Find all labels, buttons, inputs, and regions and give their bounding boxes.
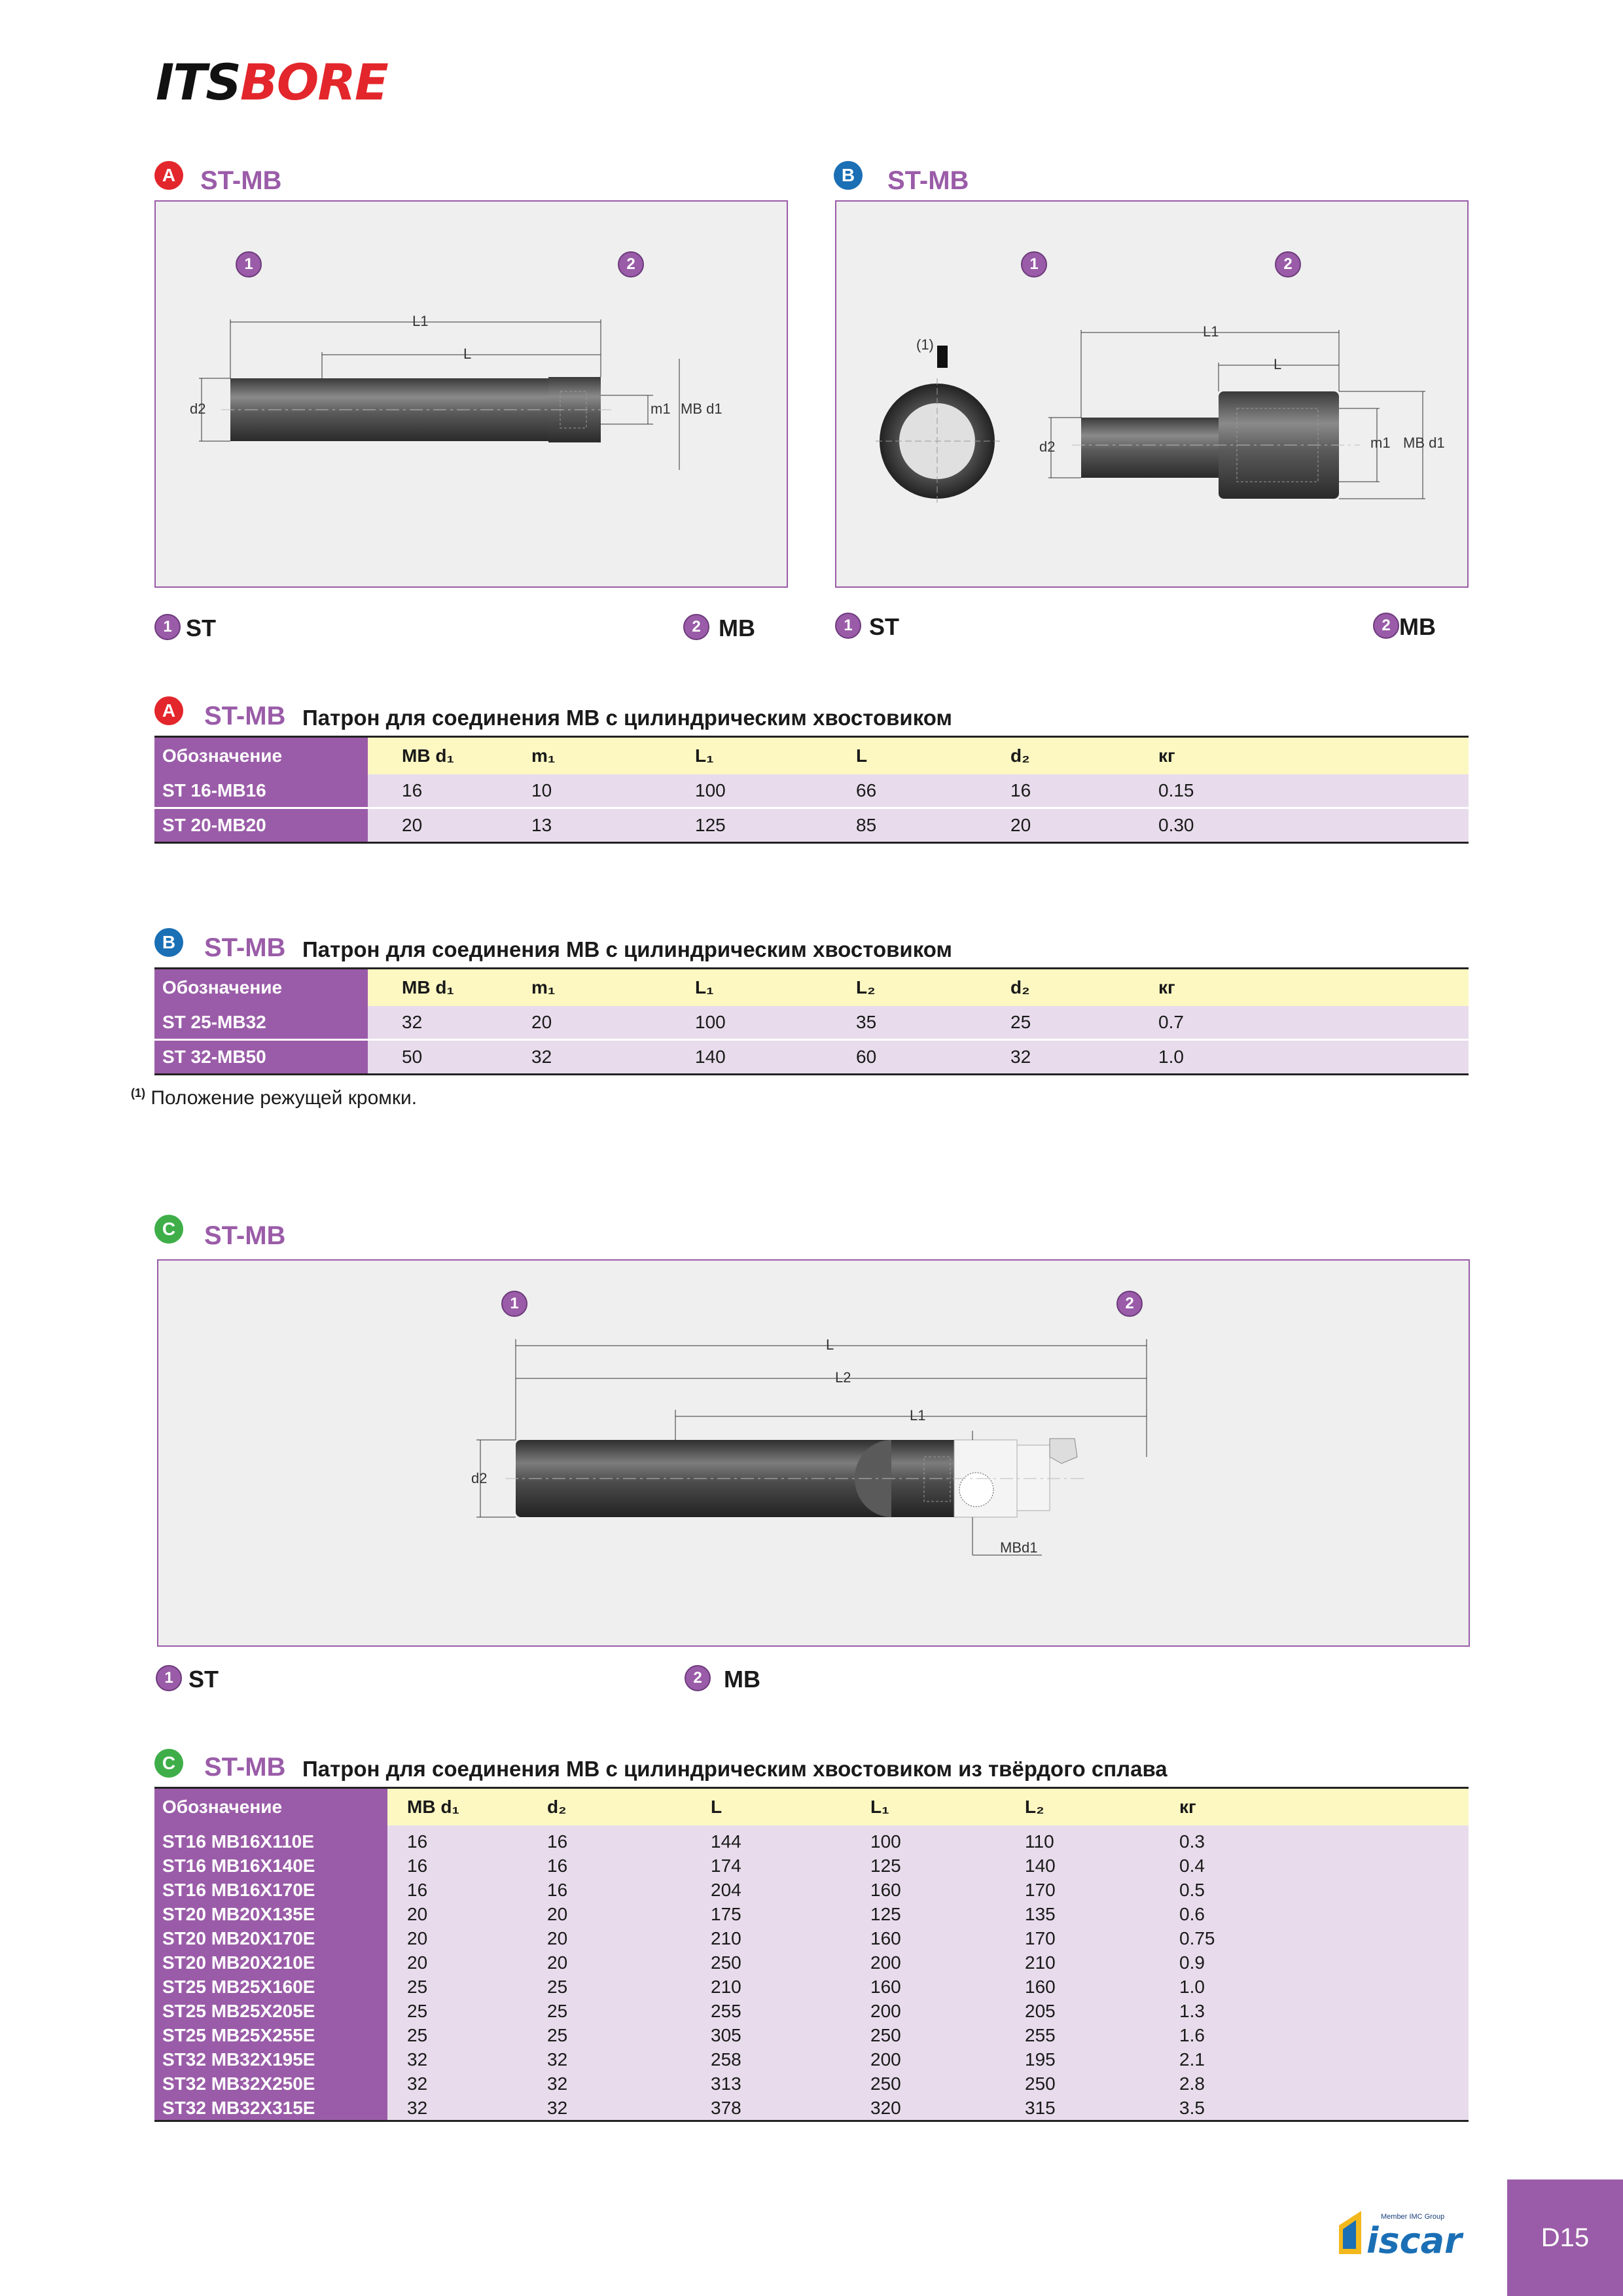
- cell: 0.15: [1158, 774, 1469, 808]
- table-row: [154, 774, 1469, 808]
- dim-l-c: L: [826, 1336, 834, 1353]
- table-row: [154, 1999, 1469, 2023]
- table-b-title: Патрон для соединения MB с цилиндрическим хвостовиком: [302, 937, 952, 961]
- header-cell: d₂: [1010, 737, 1158, 775]
- iscar-logo-svg: [1335, 2199, 1472, 2265]
- header-cell: L: [711, 1788, 870, 1826]
- header-cell: Обозначение: [154, 969, 368, 1007]
- cell: 66: [856, 774, 1010, 808]
- dim-l2-c: L2: [835, 1369, 851, 1386]
- cell: 135: [1025, 1902, 1179, 1926]
- drawing-b-title: ST-MB: [887, 166, 969, 195]
- cell: 250: [870, 2072, 1025, 2096]
- dim-m1-a: m1: [651, 401, 671, 417]
- table-a-title: Патрон для соединения MB с цилиндрическим хвостовиком: [302, 706, 952, 730]
- callout-1: 1: [236, 251, 262, 278]
- dim-d2-a: d2: [190, 401, 206, 417]
- cell: 110: [1025, 1825, 1179, 1854]
- cell: 20: [531, 1006, 695, 1040]
- cutting-edge-marker: [937, 346, 948, 368]
- cell: 315: [1025, 2096, 1179, 2121]
- table-row: [154, 1950, 1469, 1975]
- designation-cell: ST 20-MB20: [154, 808, 368, 843]
- cell: 25: [547, 1999, 711, 2023]
- cell: 10: [531, 774, 695, 808]
- legend-a-st: ST: [186, 615, 217, 641]
- cell: 200: [870, 1999, 1025, 2023]
- legend-c-1: 1: [156, 1665, 182, 1691]
- header-cell: MB d₁: [368, 969, 531, 1007]
- designation-cell: ST25 MB25X255E: [154, 2023, 387, 2047]
- table-row: [154, 2096, 1469, 2121]
- designation-cell: ST16 MB16X170E: [154, 1878, 387, 1902]
- cell: 32: [547, 2096, 711, 2121]
- callout-2: 2: [1275, 251, 1301, 278]
- dim-l-b: L: [1274, 356, 1282, 372]
- itsbore-logo: [156, 53, 387, 111]
- dim-l-a: L: [463, 346, 472, 362]
- header-cell: кг: [1179, 1788, 1469, 1826]
- cell: 320: [870, 2096, 1025, 2121]
- header-cell: Обозначение: [154, 737, 368, 775]
- footnote: [131, 1086, 417, 1109]
- legend-b-1: 1: [835, 613, 861, 639]
- dim-d2-b: d2: [1039, 439, 1056, 455]
- cell: 210: [711, 1926, 870, 1950]
- designation-cell: ST16 MB16X140E: [154, 1854, 387, 1878]
- designation-cell: ST25 MB25X205E: [154, 1999, 387, 2023]
- legend-b-st: ST: [869, 613, 900, 640]
- table-c-title: Патрон для соединения MB с цилиндрическим хвостовиком из твёрдого сплава: [302, 1757, 1168, 1781]
- cell: 125: [870, 1854, 1025, 1878]
- legend-b-mb: MB: [1399, 613, 1436, 640]
- drawing-a: [154, 200, 788, 588]
- page-number: D15: [1507, 2179, 1623, 2296]
- designation-cell: ST 25-MB32: [154, 1006, 368, 1040]
- cell: 195: [1025, 2047, 1179, 2072]
- cell: 16: [1010, 774, 1158, 808]
- legend-b-2: 2: [1373, 613, 1399, 639]
- cell: 200: [870, 2047, 1025, 2072]
- designation-cell: ST32 MB32X315E: [154, 2096, 387, 2121]
- dim-mbd1-b: MB d1: [1403, 435, 1445, 451]
- cell: 170: [1025, 1878, 1179, 1902]
- cell: 204: [711, 1878, 870, 1902]
- designation-cell: ST20 MB20X210E: [154, 1950, 387, 1975]
- cell: 160: [870, 1975, 1025, 1999]
- cell: 170: [1025, 1926, 1179, 1950]
- cell: 35: [856, 1006, 1010, 1040]
- cut-pos-label: (1): [916, 336, 934, 353]
- cell: 16: [387, 1878, 547, 1902]
- callout-2: 2: [618, 251, 644, 278]
- dim-m1-b: m1: [1370, 435, 1391, 451]
- header-cell: L₁: [695, 737, 856, 775]
- cell: 200: [870, 1950, 1025, 1975]
- designation-cell: ST25 MB25X160E: [154, 1975, 387, 1999]
- cell: 144: [711, 1825, 870, 1854]
- cell: 174: [711, 1854, 870, 1878]
- cell: 0.4: [1179, 1854, 1469, 1878]
- badge-c: C: [154, 1749, 183, 1778]
- cell: 0.9: [1179, 1950, 1469, 1975]
- header-cell: L: [856, 737, 1010, 775]
- cell: 25: [387, 1975, 547, 1999]
- header-cell: кг: [1158, 737, 1469, 775]
- cell: 125: [695, 808, 856, 843]
- cell: 1.3: [1179, 1999, 1469, 2023]
- cell: 1.6: [1179, 2023, 1469, 2047]
- cell: 1.0: [1179, 1975, 1469, 1999]
- dim-mbd1-c: MBd1: [1000, 1539, 1038, 1556]
- legend-c-mb: MB: [724, 1666, 760, 1693]
- designation-cell: ST16 MB16X110E: [154, 1825, 387, 1854]
- drawing-c-svg: [158, 1261, 1469, 1645]
- cell: 25: [387, 1999, 547, 2023]
- legend-a-1: 1: [154, 614, 181, 640]
- table-row: [154, 1902, 1469, 1926]
- table-b-header: [154, 969, 1469, 1007]
- table-row: [154, 1926, 1469, 1950]
- badge-a: A: [154, 161, 183, 190]
- table-row: [154, 1006, 1469, 1040]
- cell: 32: [387, 2072, 547, 2096]
- cell: 32: [1010, 1040, 1158, 1075]
- dim-l1-c: L1: [910, 1407, 926, 1424]
- cell: 0.75: [1179, 1926, 1469, 1950]
- cell: 140: [1025, 1854, 1179, 1878]
- cell: 250: [870, 2023, 1025, 2047]
- cell: 175: [711, 1902, 870, 1926]
- cell: 50: [368, 1040, 531, 1075]
- header-cell: MB d₁: [368, 737, 531, 775]
- cell: 25: [547, 1975, 711, 1999]
- cell: 25: [1010, 1006, 1158, 1040]
- badge-b: B: [154, 928, 183, 957]
- cell: 258: [711, 2047, 870, 2072]
- table-row: [154, 1040, 1469, 1075]
- header-cell: d₂: [547, 1788, 711, 1826]
- cell: 0.30: [1158, 808, 1469, 843]
- cell: 0.5: [1179, 1878, 1469, 1902]
- cell: 20: [387, 1950, 547, 1975]
- header-cell: Обозначение: [154, 1788, 387, 1826]
- legend-c-2: 2: [685, 1665, 711, 1691]
- header-cell: кг: [1158, 969, 1469, 1007]
- badge-b: B: [834, 161, 863, 190]
- callout-1: 1: [1021, 251, 1047, 278]
- dim-mbd1-a: MB d1: [681, 401, 722, 417]
- cell: 16: [547, 1825, 711, 1854]
- table-row: [154, 1854, 1469, 1878]
- designation-cell: ST 32-MB50: [154, 1040, 368, 1075]
- drawing-a-svg: [156, 202, 787, 586]
- table-a: [154, 736, 1469, 844]
- header-cell: m₁: [531, 969, 695, 1007]
- iscar-tagline: Member IMC Group: [1381, 2213, 1445, 2221]
- cell: 210: [1025, 1950, 1179, 1975]
- cell: 100: [695, 1006, 856, 1040]
- cell: 32: [368, 1006, 531, 1040]
- table-row: [154, 808, 1469, 843]
- cell: 32: [547, 2072, 711, 2096]
- st-shank-b: [1081, 418, 1219, 478]
- designation-cell: ST20 MB20X135E: [154, 1902, 387, 1926]
- legend-c-st: ST: [188, 1666, 219, 1693]
- cell: 20: [547, 1950, 711, 1975]
- designation-cell: ST32 MB32X195E: [154, 2047, 387, 2072]
- logo-its: ITS: [156, 53, 240, 111]
- cell: 3.5: [1179, 2096, 1469, 2121]
- cell: 13: [531, 808, 695, 843]
- cell: 20: [1010, 808, 1158, 843]
- cell: 140: [695, 1040, 856, 1075]
- table-row: [154, 1825, 1469, 1854]
- table-row: [154, 1878, 1469, 1902]
- cell: 20: [547, 1926, 711, 1950]
- cell: 16: [547, 1854, 711, 1878]
- cell: 250: [711, 1950, 870, 1975]
- table-row: [154, 2023, 1469, 2047]
- cell: 0.3: [1179, 1825, 1469, 1854]
- cell: 20: [387, 1926, 547, 1950]
- cell: 16: [387, 1825, 547, 1854]
- cell: 255: [1025, 2023, 1179, 2047]
- iscar-logo: [1335, 2199, 1472, 2268]
- designation-cell: ST32 MB32X250E: [154, 2072, 387, 2096]
- iscar-wordmark: iscar: [1366, 2220, 1462, 2261]
- designation-cell: ST 16-MB16: [154, 774, 368, 808]
- cell: 2.1: [1179, 2047, 1469, 2072]
- table-a-code: ST-MB: [204, 702, 286, 730]
- drawing-c-title: ST-MB: [204, 1221, 286, 1250]
- badge-c: C: [154, 1215, 183, 1244]
- cell: 16: [547, 1878, 711, 1902]
- cell: 20: [387, 1902, 547, 1926]
- cell: 25: [547, 2023, 711, 2047]
- table-row: [154, 2072, 1469, 2096]
- cell: 160: [870, 1878, 1025, 1902]
- table-c: [154, 1787, 1469, 2122]
- insert-c: [1050, 1439, 1077, 1463]
- cell: 20: [368, 808, 531, 843]
- cell: 250: [1025, 2072, 1179, 2096]
- drawing-b-svg: [836, 202, 1467, 586]
- cell: 2.8: [1179, 2072, 1469, 2096]
- cell: 313: [711, 2072, 870, 2096]
- dim-d2-c: d2: [471, 1470, 488, 1486]
- footnote-mark: (1): [131, 1086, 145, 1100]
- cell: 255: [711, 1999, 870, 2023]
- cell: 32: [547, 2047, 711, 2072]
- drawing-b: [835, 200, 1469, 588]
- cell: 100: [870, 1825, 1025, 1854]
- cell: 85: [856, 808, 1010, 843]
- cell: 100: [695, 774, 856, 808]
- table-row: [154, 2047, 1469, 2072]
- legend-a-2: 2: [683, 614, 709, 640]
- callout-2: 2: [1116, 1291, 1143, 1317]
- cell: 378: [711, 2096, 870, 2121]
- cell: 32: [387, 2047, 547, 2072]
- cell: 0.6: [1179, 1902, 1469, 1926]
- cell: 305: [711, 2023, 870, 2047]
- cell: 205: [1025, 1999, 1179, 2023]
- table-c-code: ST-MB: [204, 1753, 286, 1782]
- dim-l1-a: L1: [412, 313, 429, 329]
- footnote-text: Положение режущей кромки.: [151, 1087, 418, 1109]
- cell: 1.0: [1158, 1040, 1469, 1075]
- table-c-header: [154, 1788, 1469, 1826]
- table-row: [154, 1975, 1469, 1999]
- drawing-a-title: ST-MB: [200, 166, 282, 195]
- cell: 210: [711, 1975, 870, 1999]
- cell: 20: [547, 1902, 711, 1926]
- cell: 0.7: [1158, 1006, 1469, 1040]
- header-cell: MB d₁: [387, 1788, 547, 1826]
- cell: 16: [387, 1854, 547, 1878]
- header-cell: d₂: [1010, 969, 1158, 1007]
- cell: 16: [368, 774, 531, 808]
- cell: 160: [870, 1926, 1025, 1950]
- cell: 160: [1025, 1975, 1179, 1999]
- cell: 60: [856, 1040, 1010, 1075]
- legend-a-mb: MB: [719, 615, 755, 641]
- designation-cell: ST20 MB20X170E: [154, 1926, 387, 1950]
- cell: 32: [387, 2096, 547, 2121]
- callout-1: 1: [501, 1291, 527, 1317]
- header-cell: L₁: [695, 969, 856, 1007]
- header-cell: L₁: [870, 1788, 1025, 1826]
- table-b: [154, 967, 1469, 1075]
- header-cell: L₂: [856, 969, 1010, 1007]
- table-a-header: [154, 737, 1469, 775]
- logo-bore: BORE: [240, 53, 387, 111]
- header-cell: L₂: [1025, 1788, 1179, 1826]
- header-cell: m₁: [531, 737, 695, 775]
- cell: 25: [387, 2023, 547, 2047]
- table-b-code: ST-MB: [204, 933, 286, 962]
- dim-l1-b: L1: [1203, 323, 1219, 340]
- cell: 125: [870, 1902, 1025, 1926]
- drawing-c: [157, 1259, 1470, 1647]
- badge-a: A: [154, 696, 183, 725]
- cell: 32: [531, 1040, 695, 1075]
